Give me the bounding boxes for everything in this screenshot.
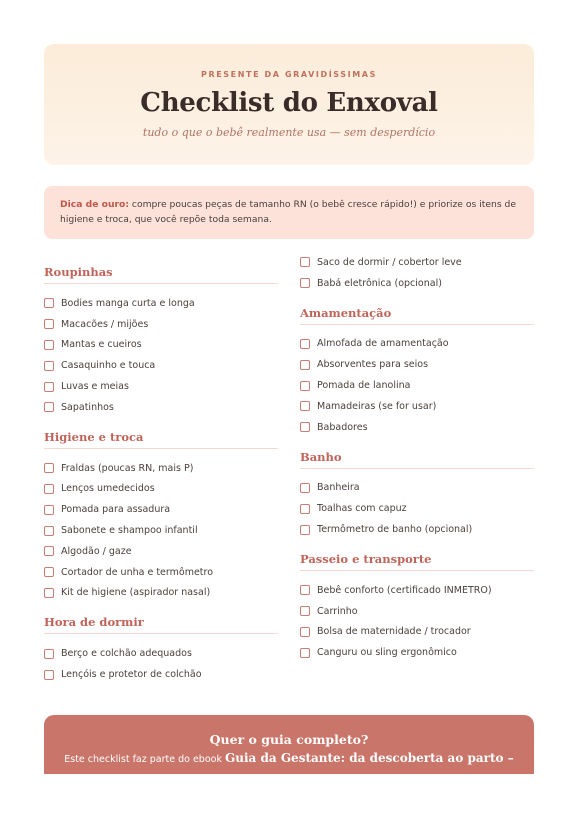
- checkbox[interactable]: [44, 463, 54, 473]
- checkbox[interactable]: [300, 278, 310, 288]
- item-label: Absorventes para seios: [317, 359, 429, 371]
- checklist-item[interactable]: [44, 293, 278, 314]
- checkbox[interactable]: [44, 588, 54, 598]
- checklist-item[interactable]: [300, 417, 534, 438]
- checklist-item[interactable]: [44, 479, 278, 500]
- checkbox[interactable]: [44, 382, 54, 392]
- section-roupinhas: [44, 265, 278, 418]
- checklist-item[interactable]: [300, 375, 534, 396]
- checkbox[interactable]: [300, 648, 310, 658]
- checklist-item[interactable]: [300, 273, 534, 294]
- checkbox[interactable]: [300, 381, 310, 391]
- section-title: Banho: [300, 450, 534, 469]
- item-label: Cortador de unha e termômetro: [61, 566, 214, 578]
- checklist-item[interactable]: [44, 643, 278, 664]
- item-label: Pomada para assadura: [61, 504, 171, 516]
- checkbox[interactable]: [300, 525, 310, 535]
- item-label: Babadores: [317, 421, 368, 433]
- item-label: Sapatinhos: [61, 401, 114, 413]
- checkbox[interactable]: [44, 319, 54, 329]
- checklist-item[interactable]: [300, 334, 534, 355]
- cta-banner: [44, 715, 534, 774]
- eyebrow-text: PRESENTE DA GRAVIDÍSSIMAS: [201, 70, 377, 79]
- item-label: Saco de dormir / cobertor leve: [317, 256, 462, 268]
- checkbox[interactable]: [300, 401, 310, 411]
- item-label: Pomada de lanolina: [317, 380, 411, 392]
- checklist-item[interactable]: [44, 355, 278, 376]
- tip-label: Dica de ouro:: [60, 199, 129, 210]
- section-higiene: [44, 430, 278, 604]
- checkbox[interactable]: [44, 526, 54, 536]
- page-subtitle: tudo o que o bebê realmente usa — sem desperdício: [142, 126, 436, 139]
- checkbox[interactable]: [44, 340, 54, 350]
- item-label: Mamadeiras (se for usar): [317, 400, 437, 412]
- section-title: Roupinhas: [44, 265, 278, 284]
- tip-text: compre poucas peças de tamanho RN (o bebê cresce rápido!) e priorize os itens de higiene e troca, que você repõe toda semana.: [60, 199, 517, 225]
- checklist-item[interactable]: [300, 498, 534, 519]
- item-label: Berço e colchão adequados: [61, 648, 192, 660]
- section-title: Hora de dormir: [44, 615, 278, 634]
- checklist-item[interactable]: [300, 252, 534, 273]
- cta-title: Quer o guia completo?: [209, 732, 369, 747]
- item-label: Lençóis e protetor de colchão: [61, 669, 202, 681]
- section-amamentacao: [300, 306, 534, 438]
- checkbox[interactable]: [300, 257, 310, 267]
- section-passeio: [300, 552, 534, 663]
- item-label: Canguru ou sling ergonômico: [317, 647, 457, 659]
- checklist-item[interactable]: [300, 354, 534, 375]
- item-label: Kit de higiene (aspirador nasal): [61, 587, 211, 599]
- checkbox[interactable]: [44, 670, 54, 680]
- item-label: Bolsa de maternidade / trocador: [317, 626, 471, 638]
- page-title: Checklist do Enxoval: [140, 88, 438, 118]
- checkbox[interactable]: [300, 606, 310, 616]
- checkbox[interactable]: [300, 422, 310, 432]
- left-column: [44, 252, 278, 685]
- checklist-item[interactable]: [44, 541, 278, 562]
- section-banho: [300, 450, 534, 540]
- checklist-item[interactable]: [300, 580, 534, 601]
- checklist-item[interactable]: [300, 478, 534, 499]
- tip-box: [44, 186, 534, 239]
- item-label: Almofada de amamentação: [317, 338, 449, 350]
- checklist-item[interactable]: [300, 396, 534, 417]
- checkbox[interactable]: [300, 627, 310, 637]
- item-label: Bodies manga curta e longa: [61, 297, 195, 309]
- section-title: Higiene e troca: [44, 430, 278, 449]
- checklist-item[interactable]: [44, 397, 278, 418]
- item-label: Bebê conforto (certificado INMETRO): [317, 584, 492, 596]
- item-label: Sabonete e shampoo infantil: [61, 525, 198, 537]
- checkbox[interactable]: [300, 339, 310, 349]
- checklist-item[interactable]: [44, 458, 278, 479]
- cta-text: [44, 751, 534, 765]
- checkbox[interactable]: [44, 298, 54, 308]
- item-label: Lenços umedecidos: [61, 483, 155, 495]
- checklist-item[interactable]: [44, 335, 278, 356]
- item-label: Carrinho: [317, 605, 358, 617]
- checklist-item[interactable]: [300, 519, 534, 540]
- item-label: Algodão / gaze: [61, 545, 132, 557]
- item-label: Macacões / mijões: [61, 318, 149, 330]
- item-label: Babá eletrônica (opcional): [317, 277, 442, 289]
- item-label: Termômetro de banho (opcional): [317, 524, 473, 536]
- checkbox[interactable]: [44, 567, 54, 577]
- checklist-item[interactable]: [300, 622, 534, 643]
- checkbox[interactable]: [44, 484, 54, 494]
- item-label: Casaquinho e touca: [61, 360, 156, 372]
- right-column: [300, 252, 534, 663]
- ebook-title: Guia da Gestante: da descoberta ao parto –: [224, 751, 514, 765]
- checklist-item[interactable]: [44, 314, 278, 335]
- item-label: Banheira: [317, 482, 360, 494]
- checkbox[interactable]: [44, 546, 54, 556]
- checklist-item[interactable]: [44, 664, 278, 685]
- header-card: [44, 44, 534, 165]
- item-label: Toalhas com capuz: [317, 503, 407, 515]
- checkbox[interactable]: [44, 361, 54, 371]
- checklist-item[interactable]: [300, 642, 534, 663]
- checklist-item[interactable]: [44, 520, 278, 541]
- checklist-item[interactable]: [44, 562, 278, 583]
- checkbox[interactable]: [44, 402, 54, 412]
- cta-body: Este checklist faz parte do ebook: [64, 754, 225, 765]
- section-title: Amamentação: [300, 306, 534, 325]
- item-label: Mantas e cueiros: [61, 339, 142, 351]
- checkbox[interactable]: [44, 505, 54, 515]
- checklist-item[interactable]: [44, 583, 278, 604]
- checkbox[interactable]: [300, 360, 310, 370]
- checklist-item[interactable]: [300, 601, 534, 622]
- checklist-item[interactable]: [44, 499, 278, 520]
- item-label: Luvas e meias: [61, 381, 129, 393]
- checkbox[interactable]: [300, 504, 310, 514]
- item-label: Fraldas (poucas RN, mais P): [61, 462, 194, 474]
- section-dormir: [44, 615, 278, 685]
- checkbox[interactable]: [300, 483, 310, 493]
- checklist-item[interactable]: [44, 376, 278, 397]
- checkbox[interactable]: [44, 649, 54, 659]
- section-title: Passeio e transporte: [300, 552, 534, 571]
- checkbox[interactable]: [300, 585, 310, 595]
